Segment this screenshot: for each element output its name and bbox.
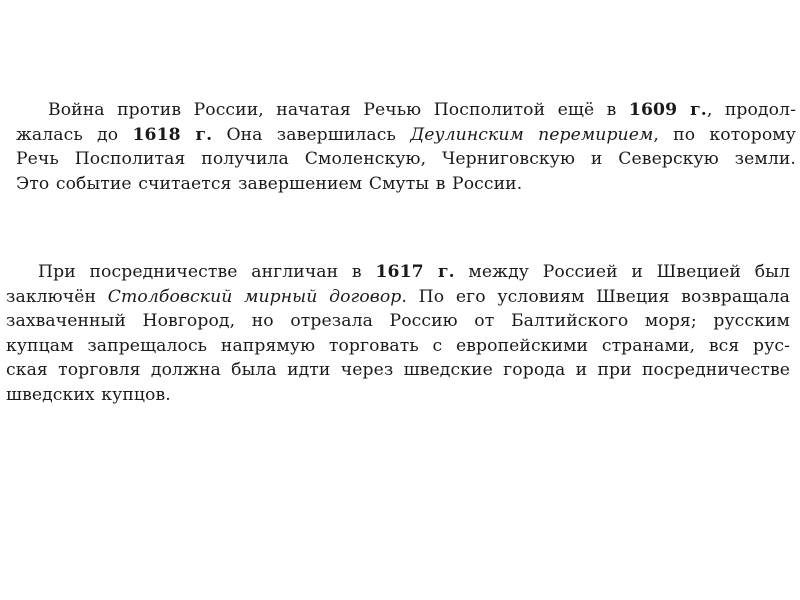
paragraph-line: [16, 123, 796, 148]
date-1618: 1618 г.: [132, 124, 213, 145]
text-run: между Россией и Швецией был: [454, 262, 790, 282]
paragraph-line: захваченный Новгород, но отрезала Россию от Балтийского моря; русским: [6, 311, 790, 331]
paragraph-line: Это событие считается завершением Смуты в России.: [16, 173, 523, 194]
text-run: , продол-: [706, 100, 796, 120]
paragraph-line: купцам запрещалось напрямую торговать с европейскими странами, вся рус-: [6, 335, 790, 356]
paragraph-line: [6, 285, 790, 310]
paragraph-deulino-truce: [16, 98, 796, 196]
paragraph-line: Речь Посполитая получила Смоленскую, Черниговскую и Северскую земли.: [16, 149, 796, 169]
text-run: заключён: [6, 286, 108, 307]
text-run: При посредничестве англичан в: [38, 262, 376, 282]
text-run: Она завершилась: [212, 124, 411, 145]
date-1617: 1617 г.: [375, 262, 455, 282]
text-run: Война против России, начатая Речью Посполитой ещё в: [48, 100, 629, 120]
paragraph-line: шведских купцов.: [6, 384, 171, 405]
text-run: , по которому: [653, 124, 796, 145]
text-run: жалась до: [16, 124, 133, 145]
term-stolbovo-treaty: Столбовский мирный договор: [107, 286, 402, 307]
date-1609: 1609 г.: [628, 100, 707, 120]
paragraph-stolbovo-treaty: [6, 260, 790, 407]
paragraph-line: ская торговля должна была идти через шведские города и при посредничестве: [6, 360, 790, 380]
paragraph-line: [6, 260, 790, 285]
term-deulino-truce: Деулинским перемирием: [410, 124, 654, 145]
text-run: . По его условиям Швеция возвращала: [401, 286, 790, 307]
paragraph-line: [16, 98, 796, 123]
